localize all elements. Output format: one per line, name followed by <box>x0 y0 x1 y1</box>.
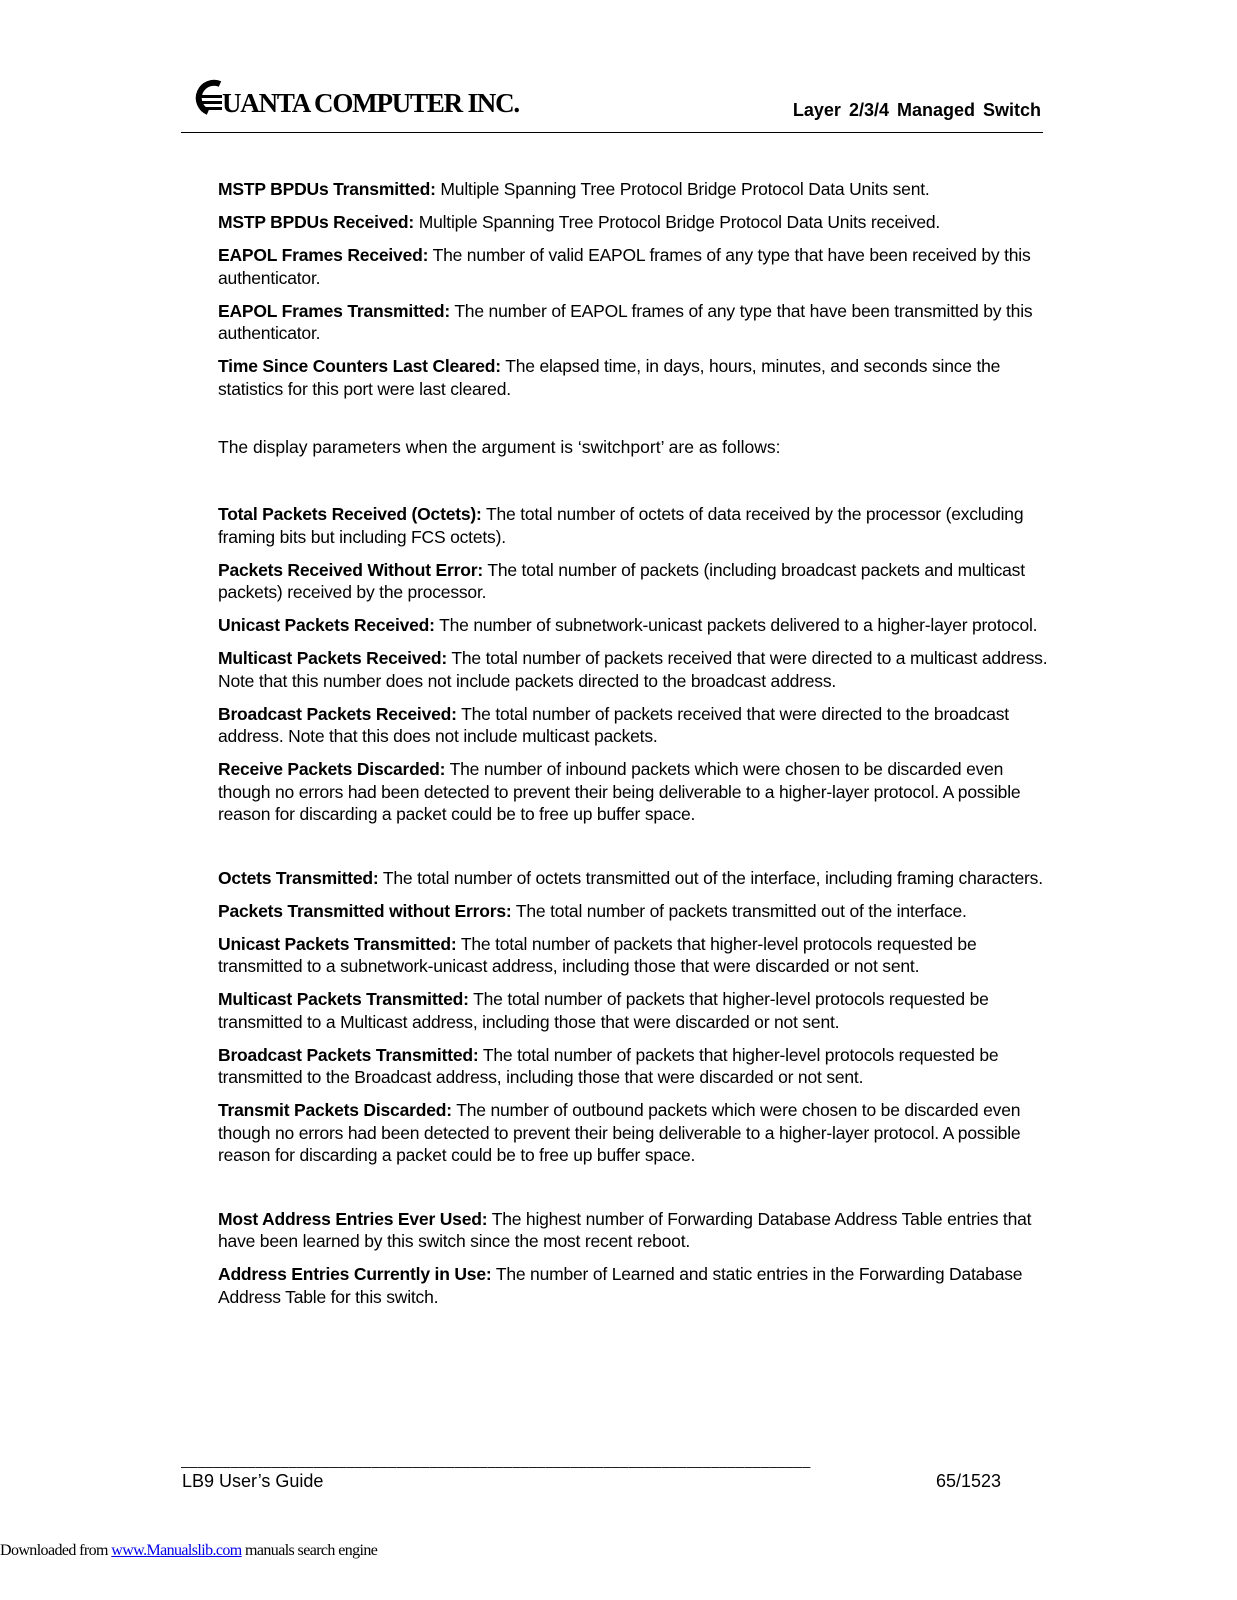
entry-desc: The total number of packets transmitted out of the interface. <box>511 900 967 921</box>
entry-term: Octets Transmitted: <box>218 867 379 888</box>
download-prefix: Downloaded from <box>0 1542 112 1559</box>
definition-entry <box>218 300 1048 345</box>
entry-term: Time Since Counters Last Cleared: <box>218 356 501 376</box>
definition-entry <box>218 1044 1048 1089</box>
entry-desc: The highest number of Forwarding Database Address Table entries that have been learned by this switch since the most recent reboot. <box>218 1208 1032 1251</box>
entry-term: Multicast Packets Received: <box>218 648 448 668</box>
definition-entry <box>218 355 1048 400</box>
logo-text: UANTA COMPUTER INC. <box>222 88 519 118</box>
entry-desc: The total number of packets received that were directed to the broadcast address. Note that this does not include multicast packets. <box>218 703 1009 746</box>
entry-term: Receive Packets Discarded: <box>218 759 446 779</box>
manualslib-link[interactable]: www.Manualslib.com <box>111 1542 242 1559</box>
entry-desc: The total number of packets that higher-level protocols requested be transmitted to a subnetwork-unicast address, including those that were discarded or not sent. <box>218 933 977 976</box>
entry-term: Multicast Packets Transmitted: <box>218 989 469 1009</box>
entry-term: Most Address Entries Ever Used: <box>218 1208 488 1229</box>
entry-term: Unicast Packets Transmitted: <box>218 933 457 954</box>
entry-term: MSTP BPDUs Transmitted: <box>218 179 436 199</box>
entry-term: EAPOL Frames Transmitted: <box>218 300 450 321</box>
entry-desc: The total number of packets that higher-level protocols requested be transmitted to a Multicast address, including those that were discarded or not sent. <box>218 989 989 1032</box>
entry-term: Broadcast Packets Received: <box>218 703 457 724</box>
definition-entry <box>218 559 1048 604</box>
download-suffix: manuals search engine <box>241 1542 378 1559</box>
entry-desc: The number of subnetwork-unicast packets delivered to a higher-layer protocol. <box>434 615 1038 635</box>
definition-entry <box>218 1263 1048 1308</box>
entry-term: Address Entries Currently in Use: <box>218 1264 492 1284</box>
entries-group-2 <box>218 503 1048 826</box>
entry-term: EAPOL Frames Received: <box>218 245 429 265</box>
entry-term: Broadcast Packets Transmitted: <box>218 1044 479 1065</box>
entry-desc: The total number of packets received that were directed to a multicast address. Note that this number does not include packets directed to the broadcast address. <box>218 648 1048 691</box>
quanta-q-logo-icon <box>186 70 226 118</box>
entry-desc: The number of inbound packets which were chosen to be discarded even though no errors had been detected to prevent their being deliverable to a higher-layer protocol. A possible reason for discarding a packet could be to free up buffer space. <box>218 759 1021 824</box>
entry-desc: The total number of octets of data received by the processor (excluding framing bits but including FCS octets). <box>218 504 1024 547</box>
page-content <box>218 178 1048 1319</box>
entry-term: Transmit Packets Discarded: <box>218 1100 452 1120</box>
entry-term: Unicast Packets Received: <box>218 615 435 635</box>
entry-desc: The total number of packets (including broadcast packets and multicast packets) received by the processor. <box>218 559 1025 602</box>
definition-entry <box>218 900 1048 923</box>
entry-desc: Multiple Spanning Tree Protocol Bridge Protocol Data Units sent. <box>435 179 930 199</box>
entries-group-1 <box>218 178 1048 400</box>
entry-desc: The total number of octets transmitted out of the interface, including framing characters. <box>378 867 1043 888</box>
footer-divider: ____________________________________________________________________________ <box>181 1452 811 1468</box>
download-banner <box>0 1542 377 1560</box>
definition-entry <box>218 758 1048 826</box>
definition-entry <box>218 1208 1048 1253</box>
header-divider <box>181 132 1043 133</box>
page-number: 65/1523 <box>936 1471 1002 1491</box>
definition-entry <box>218 988 1048 1033</box>
entry-term: Packets Transmitted without Errors: <box>218 900 512 921</box>
definition-entry <box>218 244 1048 289</box>
definition-entry <box>218 614 1048 637</box>
company-logo <box>186 66 519 118</box>
definition-entry <box>218 703 1048 748</box>
entry-desc: The total number of packets that higher-level protocols requested be transmitted to the Broadcast address, including those that were discarded or not sent. <box>218 1044 999 1087</box>
header-title: Layer 2/3/4 Managed Switch <box>792 100 1041 120</box>
entry-term: Total Packets Received (Octets): <box>218 504 482 524</box>
entry-desc: The number of valid EAPOL frames of any type that have been received by this authenticator. <box>218 245 1031 288</box>
definition-entry <box>218 1099 1048 1167</box>
entry-desc: The elapsed time, in days, hours, minutes, and seconds since the statistics for this port were last cleared. <box>218 356 1001 399</box>
entry-desc: The number of EAPOL frames of any type that have been transmitted by this authenticator. <box>218 300 1033 343</box>
definition-entry <box>218 211 1048 234</box>
definition-entry <box>218 503 1048 548</box>
entry-term: Packets Received Without Error: <box>218 559 483 580</box>
entry-desc: The number of Learned and static entries in the Forwarding Database Address Table for this switch. <box>218 1264 1023 1307</box>
intro-paragraph: The display parameters when the argument is ‘switchport’ are as follows: <box>218 437 781 457</box>
footer-guide-name: LB9 User’s Guide <box>182 1471 324 1491</box>
entry-term: MSTP BPDUs Received: <box>218 212 415 232</box>
entry-desc: Multiple Spanning Tree Protocol Bridge Protocol Data Units received. <box>414 212 941 232</box>
definition-entry <box>218 867 1048 890</box>
entries-group-4 <box>218 1208 1048 1309</box>
definition-entry <box>218 933 1048 978</box>
definition-entry <box>218 647 1048 692</box>
definition-entry <box>218 178 1048 201</box>
entries-group-3 <box>218 867 1048 1167</box>
entry-desc: The number of outbound packets which were chosen to be discarded even though no errors had been detected to prevent their being deliverable to a higher-layer protocol. A possible reason for discarding a packet could be to free up buffer space. <box>218 1100 1021 1165</box>
